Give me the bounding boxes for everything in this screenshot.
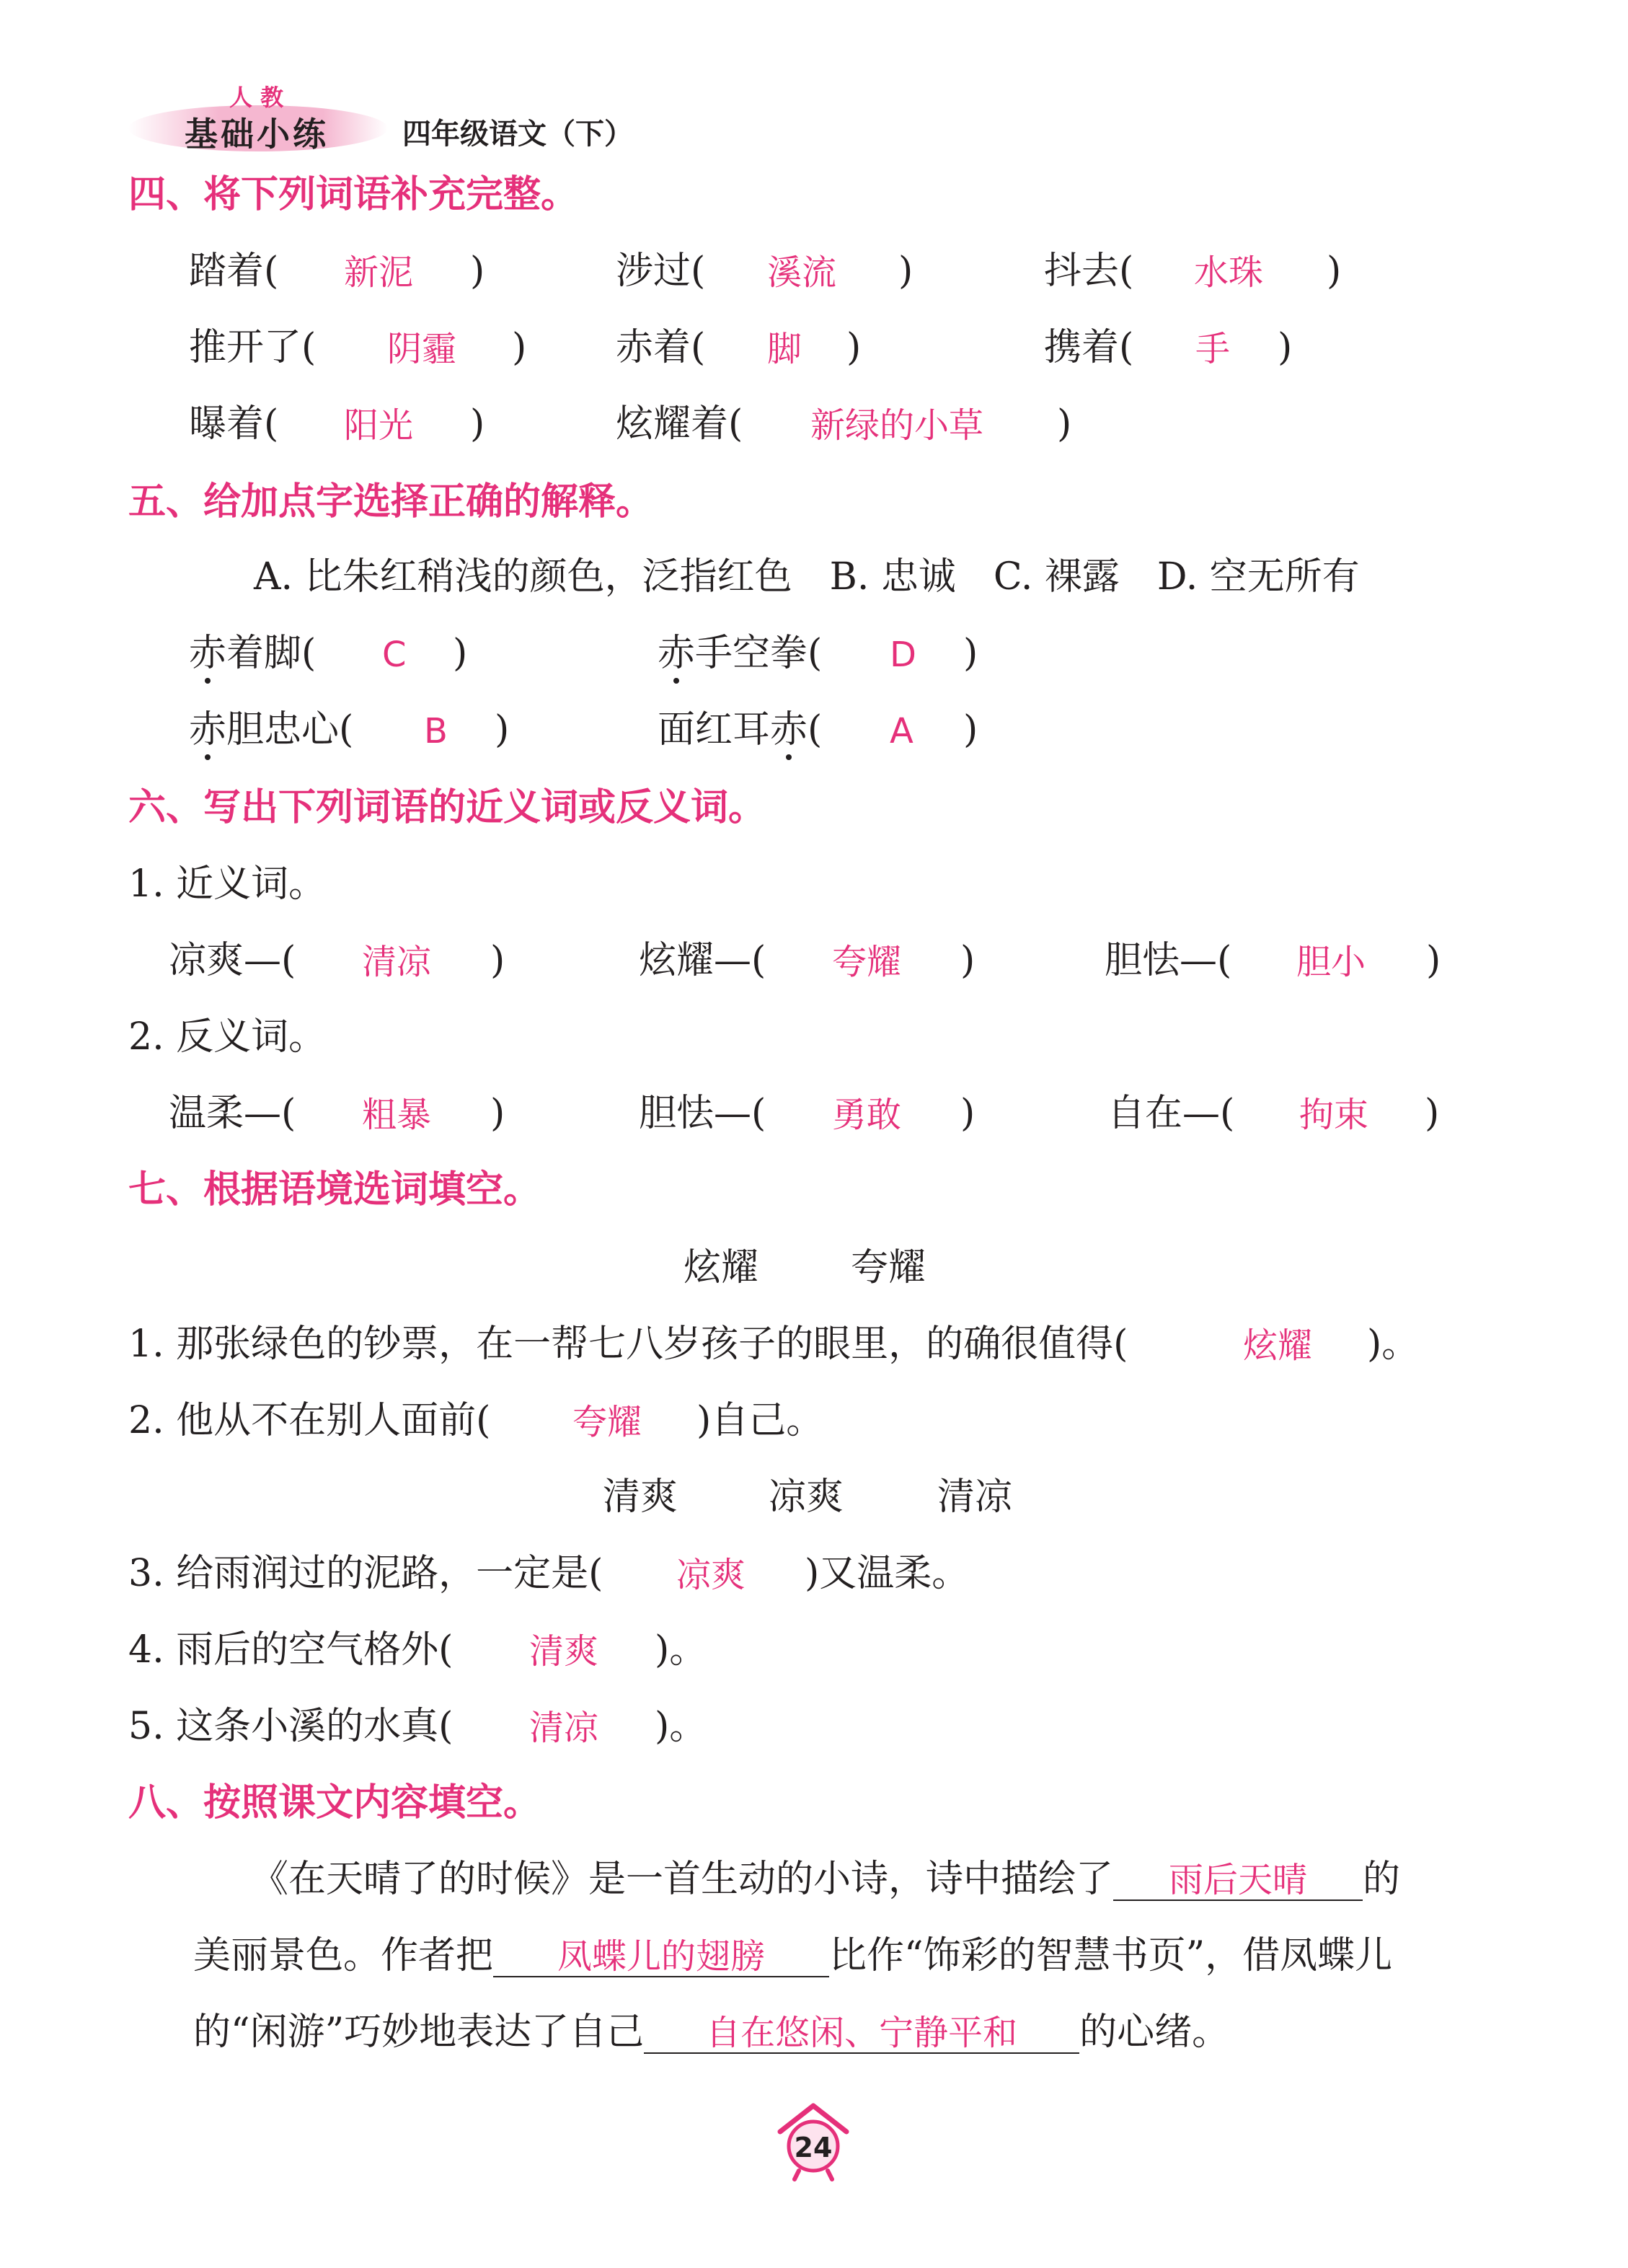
badge-top-text: 人 教	[229, 84, 284, 111]
badge-main-text: 基础小练	[185, 115, 329, 154]
word-choice: 夸耀	[851, 1246, 926, 1289]
fill-item: 炫耀着( 新绿的小草 )	[616, 402, 1072, 446]
section-5-title: 五、给加点字选择正确的解释。	[128, 480, 654, 524]
section-6-sub-1: 1. 近义词。	[128, 862, 327, 906]
page-number: 24	[794, 2132, 833, 2163]
section-5-item: 面红耳赤( A )	[658, 708, 978, 751]
fill-item: 曝着( 阳光 )	[189, 402, 485, 446]
fill-item: 携着( 手 )	[1044, 326, 1293, 369]
word-choice: 清爽	[603, 1475, 678, 1519]
section-5-options: A. 比朱红稍浅的颜色，泛指红色 B. 忠诚 C. 裸露 D. 空无所有	[254, 555, 1360, 599]
question-1: 1. 那张绿色的钞票，在一帮七八岁孩子的眼里，的确很值得( 炫耀 )。	[128, 1323, 1420, 1366]
page-number-badge	[770, 2099, 857, 2185]
word-choice: 凉爽	[769, 1475, 844, 1519]
fill-item: 温柔—( 粗暴 )	[169, 1092, 505, 1135]
fill-item: 抖去( 水珠 )	[1044, 250, 1342, 293]
fill-item: 胆怯—( 胆小 )	[1105, 939, 1441, 982]
word-choice: 清凉	[937, 1475, 1013, 1519]
section-8-title: 八、按照课文内容填空。	[128, 1781, 541, 1824]
section-6-sub-2: 2. 反义词。	[128, 1015, 327, 1059]
word-choice: 炫耀	[684, 1246, 759, 1289]
question-5: 5. 这条小溪的水真( 清凉 )。	[128, 1705, 707, 1748]
fill-item: 推开了( 阴霾 )	[189, 326, 527, 369]
section-7-title: 七、根据语境选词填空。	[128, 1168, 541, 1212]
fill-item: 炫耀—( 夸耀 )	[639, 939, 976, 982]
fill-item: 赤着( 脚 )	[616, 326, 862, 369]
answer-blank: 雨后天晴	[1113, 1861, 1363, 1901]
section-4-title: 四、将下列词语补充完整。	[128, 173, 579, 216]
section-6-title: 六、写出下列词语的近义词或反义词。	[128, 786, 766, 829]
passage-line-3: 的“闲游”巧妙地表达了自己 自在悠闲、宁静平和 的心绪。	[193, 2011, 1230, 2054]
section-5-item: 赤着脚( C )	[189, 632, 468, 675]
fill-item: 自在—( 拘束 )	[1107, 1092, 1440, 1135]
fill-item: 凉爽—( 清凉 )	[169, 939, 505, 982]
answer-blank: 凤蝶儿的翅膀	[493, 1937, 829, 1977]
fill-item: 踏着( 新泥 )	[189, 250, 485, 293]
question-4: 4. 雨后的空气格外( 清爽 )。	[128, 1628, 707, 1672]
fill-item: 涉过( 溪流 )	[616, 250, 913, 293]
header	[123, 79, 771, 159]
section-5-item: 赤手空拳( D )	[658, 632, 978, 675]
subject-label: 四年级语文（下）	[402, 118, 633, 151]
question-2: 2. 他从不在别人面前( 夸耀 )自己。	[128, 1399, 824, 1442]
fill-item: 胆怯—( 勇敢 )	[639, 1092, 976, 1135]
question-3: 3. 给雨润过的泥路，一定是( 凉爽 )又温柔。	[128, 1552, 970, 1595]
passage-line-1: 《在天晴了的时候》是一首生动的小诗，诗中描绘了 雨后天晴 的	[251, 1858, 1401, 1901]
section-5-item: 赤胆忠心( B )	[189, 708, 510, 751]
passage-line-2: 美丽景色。作者把 凤蝶儿的翅膀 比作“饰彩的智慧书页”，借凤蝶儿	[193, 1934, 1393, 1977]
answer-blank: 自在悠闲、宁静平和	[644, 2013, 1079, 2054]
